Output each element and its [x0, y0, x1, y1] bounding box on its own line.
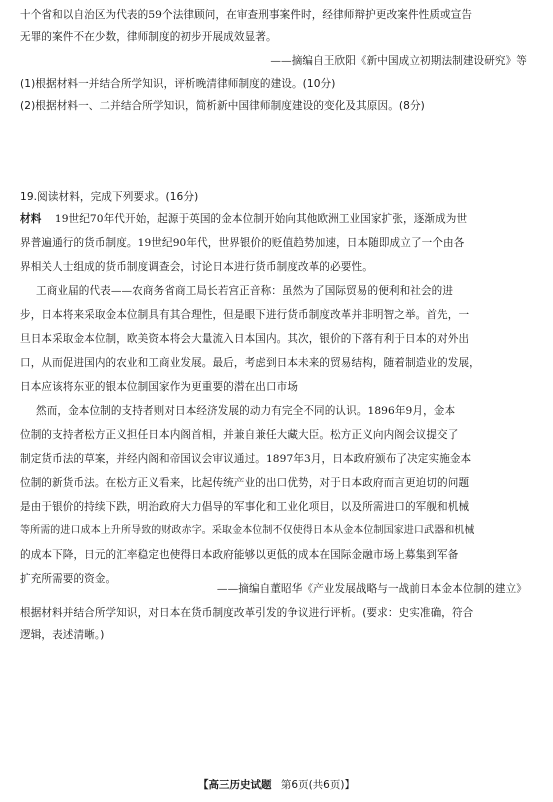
- question-18-part-2: (2)根据材料一、二并结合所学知识，简析新中国律师制度建设的变化及其原因。(8分): [20, 100, 425, 112]
- para2-line-4: 口，从而促进国内的农业和工商业发展。最后，考虑到日本未来的贸易结构，随着制造业的发展，: [20, 357, 480, 369]
- question-18-part-1: (1)根据材料一并结合所学知识，评析晚清律师制度的建设。(10分): [20, 78, 336, 90]
- para3-line-6: 等所需的进口成本上升所导致的财政赤字。采取金本位制不仅使得日本从金本位制国家进口武器和机械: [20, 525, 475, 536]
- para1-line-2: 界普遍通行的货币制度。19世纪90年代，世界银价的贬值趋势加速，日本随即成立了一个由各: [20, 237, 465, 249]
- para3-line-4: 位制的新货币法。在松方正义看来，比起传统产业的出口优势，对于日本政府而言更迫切的问题: [20, 477, 470, 489]
- para1-line-1: 19世纪70年代开始，起源于英国的金本位制开始向其他欧洲工业国家扩张，逐渐成为世: [54, 213, 468, 225]
- para3-line-3: 制定货币法的草案，并经内阁和帝国议会审议通过。1897年3月，日本政府颁布了决定实施金本: [20, 453, 472, 465]
- material-label: 材料: [20, 213, 42, 225]
- top-source-citation: ——摘编自王欣阳《新中国成立初期法制建设研究》等: [270, 55, 527, 67]
- para2-line-3: 旦日本采取金本位制，欧美资本将会大量流入日本国内。其次，银价的下落有利于日本的对外出: [20, 333, 470, 345]
- para3-line-5: 是由于银价的持续下跌，明治政府大力倡导的军事化和工业化项目，以及所需进口的军舰和机械: [20, 501, 470, 513]
- para1-line-3: 界相关人士组成的货币制度调查会，讨论日本进行货币制度改革的必要性。: [20, 261, 373, 273]
- para3-line-2: 位制的支持者松方正义担任日本内阁首相，并兼自兼任大藏大臣。松方正义向内阁会议提交了: [20, 429, 459, 441]
- top-text-line-1: 十个省和以自治区为代表的59个法律顾问，在审查刑事案件时，经律师辩护更改案件性质或宣告: [20, 9, 473, 21]
- top-text-line-2: 无罪的案件不在少数，律师制度的初步开展成效显著。: [20, 31, 277, 43]
- para3-line-8: 扩充所需要的资金。: [20, 573, 117, 585]
- exam-tag: 【高三历史试题: [198, 779, 272, 791]
- para3-line-1: 然而，金本位制的支持者则对日本经济发展的动力有完全不同的认识。1896年9月，金本: [36, 405, 456, 417]
- question-19-title: 19.阅读材料，完成下列要求。(16分): [20, 191, 199, 203]
- material-paragraph-1: [20, 212, 533, 226]
- para2-line-5: 日本应该将东亚的银本位制国家作为更重要的潜在出口市场: [20, 381, 299, 393]
- instruction-line-2: 逻辑，表述清晰。): [20, 629, 105, 641]
- para2-line-2: 步，日本将来采取金本位制具有其合理性，但是眼下进行货币制度改革并非明智之举。首先，一: [20, 309, 470, 321]
- instruction-line-1: 根据材料并结合所学知识，对日本在货币制度改革引发的争议进行评析。(要求：史实准确，符合: [20, 607, 474, 619]
- para3-line-7: 的成本下降，日元的汇率稳定也使得日本政府能够以更低的成本在国际金融市场上募集到军备: [20, 549, 459, 561]
- para2-line-1: 工商业届的代表——农商务省商工局长若宫正音称：虽然为了国际贸易的便利和社会的进: [36, 285, 454, 297]
- page-number: 第6页(共6页)】: [280, 779, 355, 791]
- source-citation-2: ——摘编自董昭华《产业发展战略与一战前日本金本位制的建立》: [216, 583, 527, 595]
- page-footer: [0, 777, 553, 792]
